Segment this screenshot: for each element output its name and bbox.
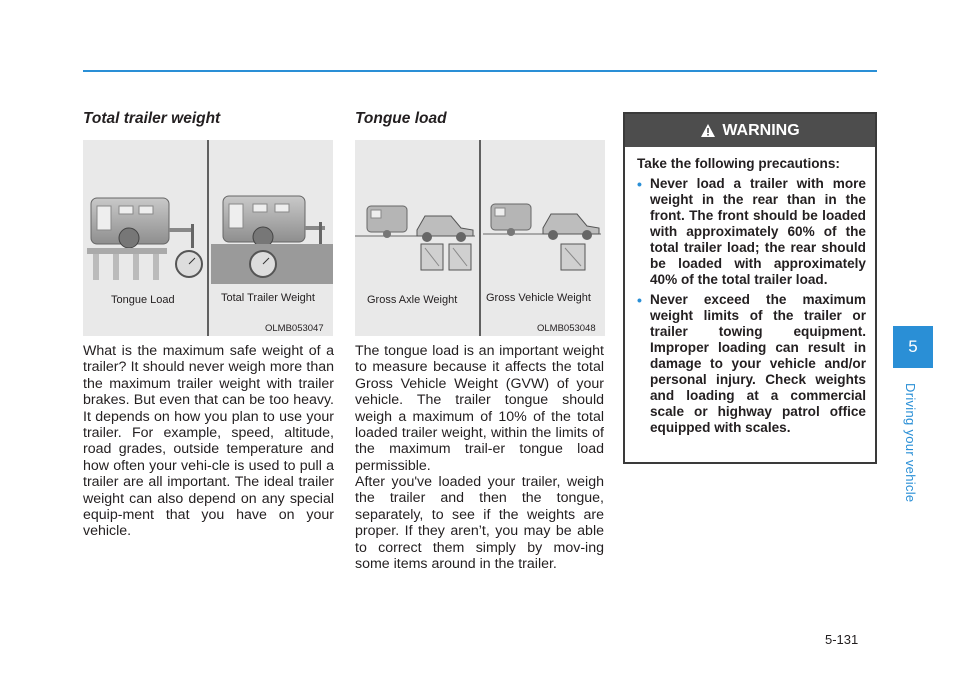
chapter-label: Driving your vehicle bbox=[903, 383, 918, 503]
figure-label-gross-vehicle-weight: Gross Vehicle Weight bbox=[486, 292, 591, 304]
warning-box bbox=[623, 112, 877, 464]
figure-label-tongue-load: Tongue Load bbox=[111, 294, 175, 306]
paragraph-total-trailer-weight: What is the maximum safe weight of a trailer? It should never weigh more than the maximum trailer weight with trailer brakes. But even that can be too heavy. It depends on how you plan to use your trailer. For example, speed, altitude, road grades, outside temperature and how often your vehi-cle is used to pull a trailer are all important. The ideal trailer weight can also depend on any special equip-ment that you have on your vehicle. bbox=[83, 343, 334, 540]
trailer-weight-illustration bbox=[83, 140, 333, 336]
warning-item bbox=[637, 292, 866, 436]
figure-total-trailer-weight bbox=[83, 140, 333, 336]
axle-weight-illustration bbox=[355, 140, 605, 336]
warning-triangle-icon bbox=[700, 123, 716, 138]
warning-intro: Take the following precautions: bbox=[637, 156, 840, 171]
figure-label-gross-axle-weight: Gross Axle Weight bbox=[367, 294, 458, 306]
paragraph-tongue-load-2: After you've loaded your trailer, weigh the trailer and then the tongue, separately, to see if the weights are proper. If they aren’t, you may be able to correct them simply by mov-ing some items around in the trailer. bbox=[355, 474, 604, 573]
warning-title: WARNING bbox=[722, 121, 800, 139]
section-title-tongue-load: Tongue load bbox=[355, 110, 447, 127]
figure-tongue-load bbox=[355, 140, 605, 336]
header-rule bbox=[83, 70, 877, 72]
bullet-icon: • bbox=[637, 292, 642, 308]
warning-item-text: Never load a trailer with more weight in the rear than in the front. The front should be loaded with approximately 60% of the total trailer load; the rear should be loaded with approximately 40% of the total trailer load. bbox=[650, 176, 866, 287]
figure-code: OLMB053047 bbox=[265, 323, 324, 334]
paragraph-tongue-load-1: The tongue load is an important weight to measure because it affects the total Gross Vehicle Weight (GVW) of your vehicle. The trailer tongue should weigh a maximum of 10% of the total loaded trailer weight, within the limits of the maximum trail-er tongue load permissible. bbox=[355, 343, 604, 474]
page-number: 5-131 bbox=[825, 632, 859, 647]
warning-item-text: Never exceed the maximum weight limits of the trailer or trailer towing equipment. Improper loading can result in damage to your vehicle and/or personal injury. Check weights and loading at a commercial scale or highway patrol office equipped with scales. bbox=[650, 292, 866, 435]
figure-label-total-trailer-weight: Total Trailer Weight bbox=[221, 292, 315, 304]
warning-header bbox=[625, 114, 875, 147]
bullet-icon: • bbox=[637, 176, 642, 192]
warning-body bbox=[625, 147, 875, 436]
section-title-total-trailer-weight: Total trailer weight bbox=[83, 110, 221, 127]
warning-item bbox=[637, 176, 866, 288]
chapter-tab: 5 bbox=[893, 326, 933, 368]
figure-code: OLMB053048 bbox=[537, 323, 596, 334]
